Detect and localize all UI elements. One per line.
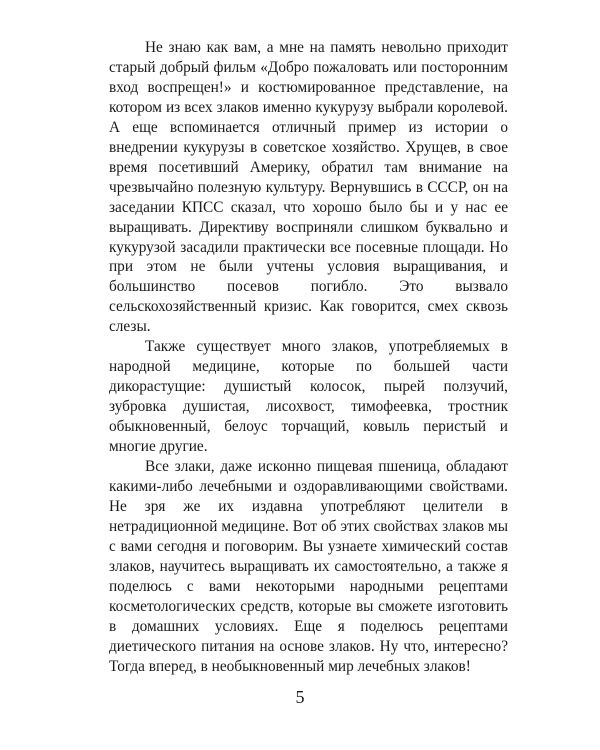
body-text — [109, 38, 508, 677]
page-number: 5 — [295, 687, 305, 707]
paragraph-corn-history: Не знаю как вам, а мне на память невольно приходит старый добрый фильм «Добро пожаловать или посторонним вход воспрещен!» и костюмированное представление, на котором из всех злаков именно кукурузу выбрали королевой. А еще вспоминается отличный пример из истории о внедрении кукурузы в советское хозяйство. Хрущев, в свое время посетивший Америку, обратил там внимание на чрезвычайно полезную культуру. Вернувшись в СССР, он на заседании КПСС сказал, что хорошо было бы и у нас ее выращивать. Директиву восприняли слишком буквально и кукурузой засадили практически все посевные площади. Но при этом не были учтены условия выращивания, и большинство посевов погибло. Это вызвало сельскохозяйственный кризис. Как говорится, смех сквозь слезы. — [109, 39, 508, 336]
paragraph-healing-properties: Все злаки, даже исконно пищевая пшеница, обладают какими-либо лечебными и оздоравливающими свойствами. Не зря же их издавна употребляют целители в нетрадиционной медицине. Вот об этих свойствах злаков мы с вами сегодня и поговорим. Вы узнаете химический состав злаков, научитесь выращивать их самостоятельно, а также я поделюсь с вами некоторыми народными рецептами косметологических средств, которые вы сможете изготовить в домашних условиях. Еще я поделюсь рецептами диетического питания на основе злаков. Ну что, интересно? Тогда вперед, в необыкновенный мир лечебных злаков! — [109, 458, 508, 675]
paragraph-folk-medicine-grasses: Также существует много злаков, употребляемых в народной медицине, которые по большей части дикорастущие: душистый колосок, пырей ползучий, зубровка душистая, лисохвост, тимофеевка, тростник обыкновенный, белоус торчащий, ковыль перистый и многие другие. — [109, 338, 508, 456]
